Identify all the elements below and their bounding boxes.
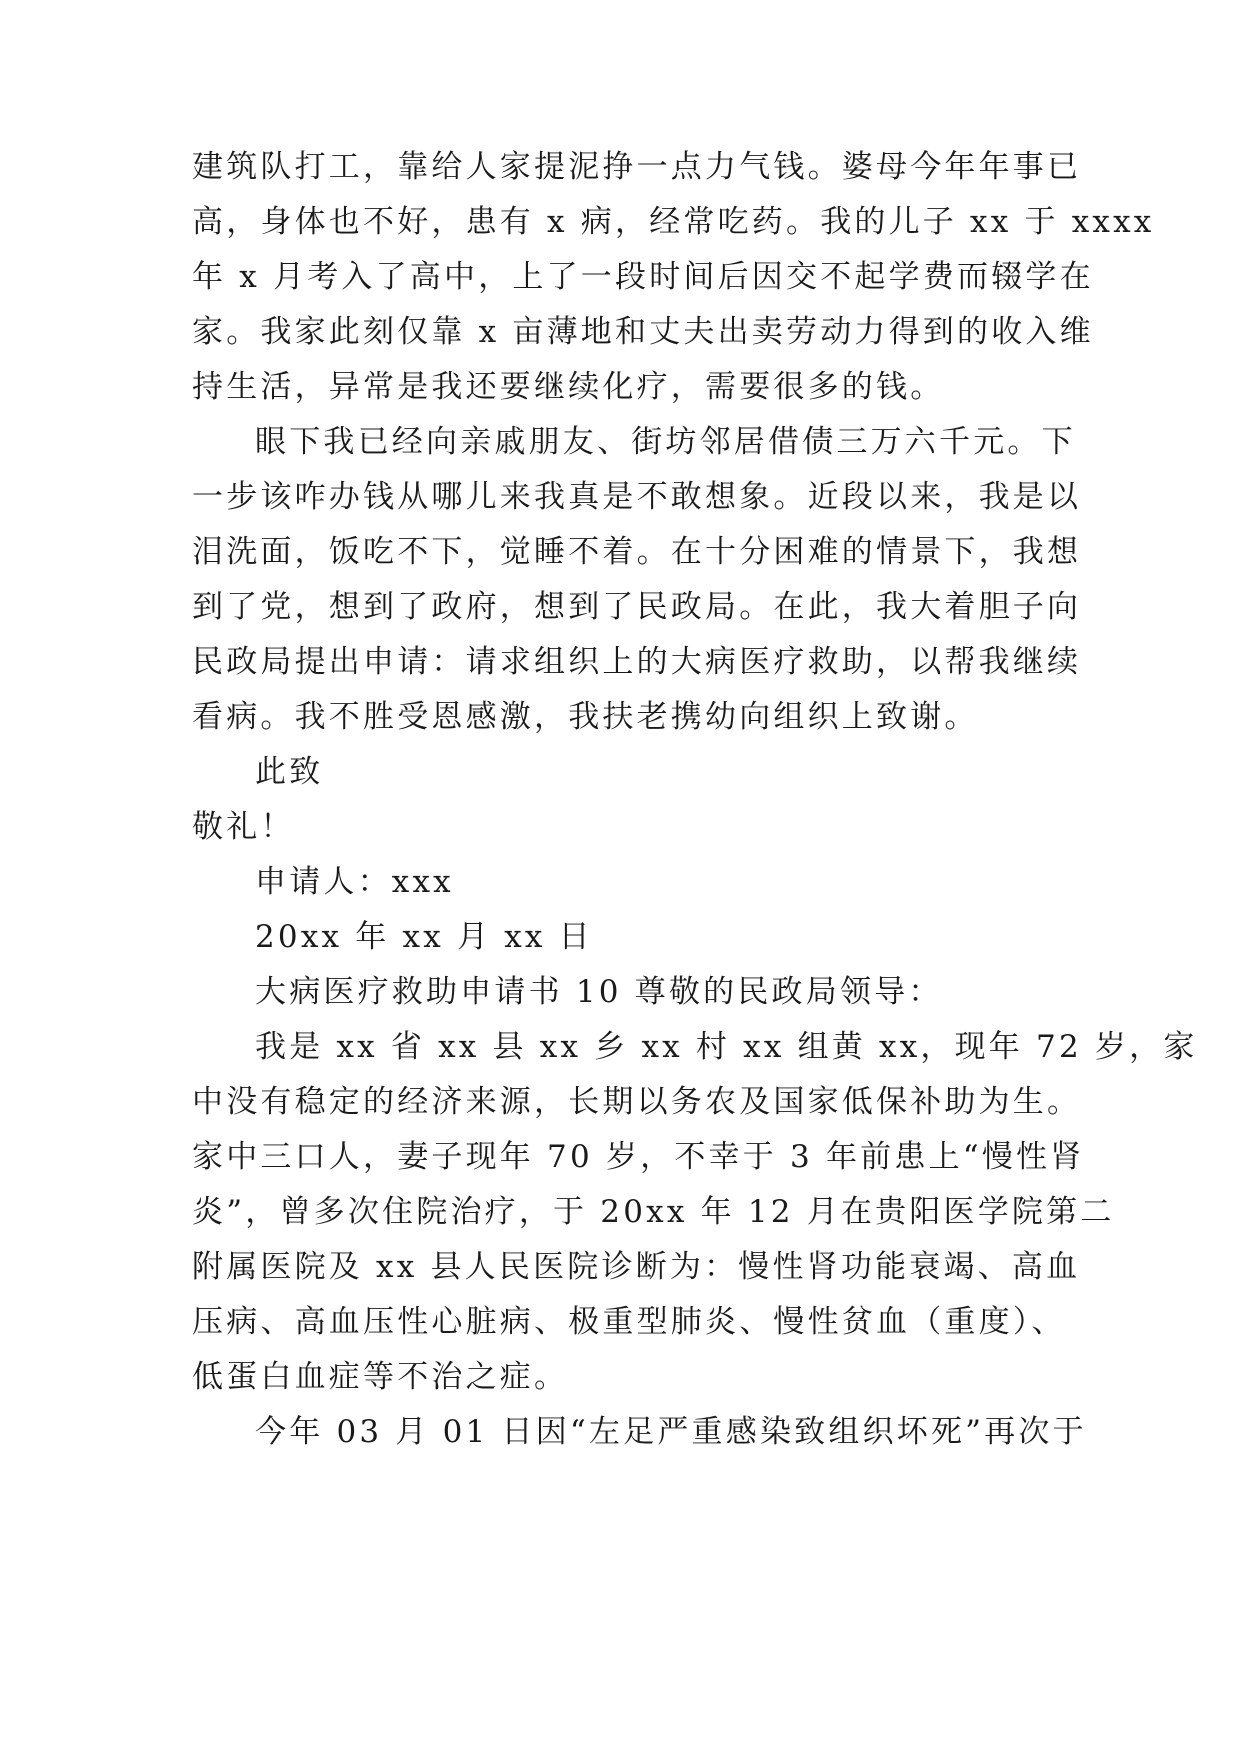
text-line-20: 炎”，曾多次住院治疗，于 20xx 年 12 月在贵阳医学院第二: [192, 1194, 1115, 1230]
second-letter-heading: 大病医疗救助申请书 10 尊敬的民政局领导：: [255, 974, 943, 1010]
text-line-11: 看病。我不胜受恩感激，我扶老携幼向组织上致谢。: [192, 699, 979, 735]
text-line-3: 年 x 月考入了高中，上了一段时间后因交不起学费而辍学在: [192, 259, 1094, 295]
applicant-signature: 申请人：xxx: [255, 864, 454, 900]
closing-phrase: 此致: [255, 754, 324, 790]
text-line-2: 高，身体也不好，患有 x 病，经常吃药。我的儿子 xx 于 xxxx: [192, 204, 1155, 240]
text-line-19: 家中三口人，妻子现年 70 岁，不幸于 3 年前患上“慢性肾: [192, 1139, 1085, 1175]
paragraph-start-line: 我是 xx 省 xx 县 xx 乡 xx 村 xx 组黄 xx，现年 72 岁，家: [255, 1029, 1198, 1065]
text-line-18: 中没有稳定的经济来源，长期以务农及国家低保补助为生。: [192, 1084, 1082, 1120]
text-line-22: 压病、高血压性心脏病、极重型肺炎、慢性贫血（重度）、: [192, 1304, 1066, 1340]
text-line-23: 低蛋白血症等不治之症。: [192, 1359, 569, 1395]
text-line-10: 民政局提出申请：请求组织上的大病医疗救助，以帮我继续: [192, 644, 1082, 680]
paragraph-start-line: 今年 03 月 01 日因“左足严重感染致组织坏死”再次于: [255, 1414, 1087, 1450]
salutation: 敬礼！: [192, 809, 295, 845]
text-line-7: 一步该咋办钱从哪儿来我真是不敢想象。近段以来，我是以: [192, 479, 1082, 515]
text-line-1: 建筑队打工，靠给人家提泥挣一点力气钱。婆母今年年事已: [192, 149, 1082, 185]
text-line-21: 附属医院及 xx 县人民医院诊断为：慢性肾功能衰竭、高血: [192, 1249, 1081, 1285]
date-line: 20xx 年 xx 月 xx 日: [255, 919, 593, 955]
text-line-4: 家。我家此刻仅靠 x 亩薄地和丈夫出卖劳动力得到的收入维: [192, 314, 1094, 350]
text-line-9: 到了党，想到了政府，想到了民政局。在此，我大着胆子向: [192, 589, 1082, 625]
text-line-5: 持生活，异常是我还要继续化疗，需要很多的钱。: [192, 369, 945, 405]
paragraph-start-line: 眼下我已经向亲戚朋友、街坊邻居借债三万六千元。下: [255, 424, 1076, 460]
text-line-8: 泪洗面，饭吃不下，觉睡不着。在十分困难的情景下，我想: [192, 534, 1082, 570]
